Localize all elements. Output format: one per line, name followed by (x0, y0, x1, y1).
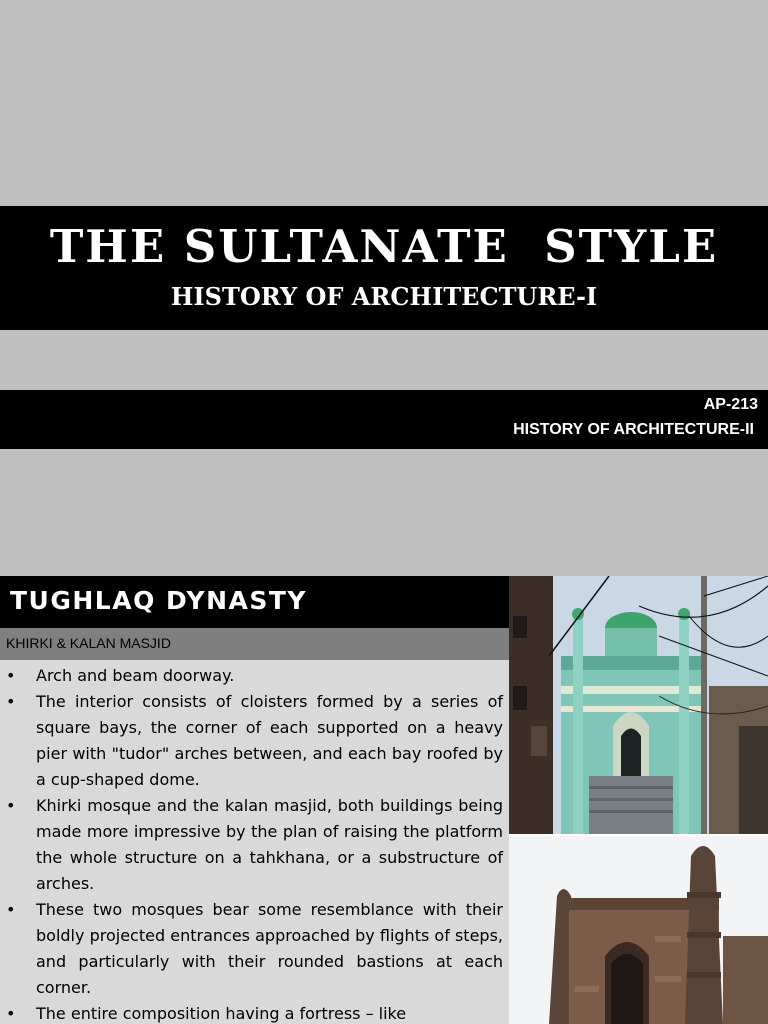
course-code: AP-213 (703, 396, 758, 413)
bullet-icon: • (6, 900, 16, 919)
bullet-text: The interior consists of cloisters formed by a series of square bays, the corner of each supported on a heavy pier with "tudor" arches between, and each bay roofed by a cup-shaped dome. (36, 692, 503, 789)
bullet-text: Khirki mosque and the kalan masjid, both buildings being made more impressive by the plan of raising the platform the whole structure on a tahkhana, or a substructure of arches. (36, 796, 503, 893)
course-band (0, 390, 768, 449)
slide-title: THE SULTANATE STYLE (49, 220, 719, 273)
bullet-icon: • (6, 796, 16, 815)
bullet-item (6, 897, 503, 1001)
bullet-icon: • (6, 666, 16, 685)
bullet-text: These two mosques bear some resemblance with their boldly projected entrances approached by flights of steps, and particularly with their rounded bastions at each corner. (36, 900, 503, 997)
content-slide (0, 576, 768, 1024)
bullet-item (6, 689, 503, 793)
bullet-text: The entire composition having a fortress – like (36, 1004, 407, 1023)
slide-subtitle: HISTORY OF ARCHITECTURE-I (170, 282, 598, 311)
bullet-icon: • (6, 1004, 16, 1023)
bullet-item (6, 663, 503, 689)
course-name: HISTORY OF ARCHITECTURE-II (513, 421, 754, 438)
bullet-icon: • (6, 692, 16, 711)
section-label: KHIRKI & KALAN MASJID (6, 635, 171, 651)
bullet-item (6, 793, 503, 897)
bullet-item (6, 1001, 503, 1024)
khirki-mosque-photo (509, 836, 768, 1024)
bullet-text: Arch and beam doorway. (36, 666, 235, 685)
dynasty-heading: TUGHLAQ DYNASTY (10, 586, 307, 615)
bullet-list (6, 663, 503, 1024)
kalan-masjid-photo (509, 576, 768, 834)
